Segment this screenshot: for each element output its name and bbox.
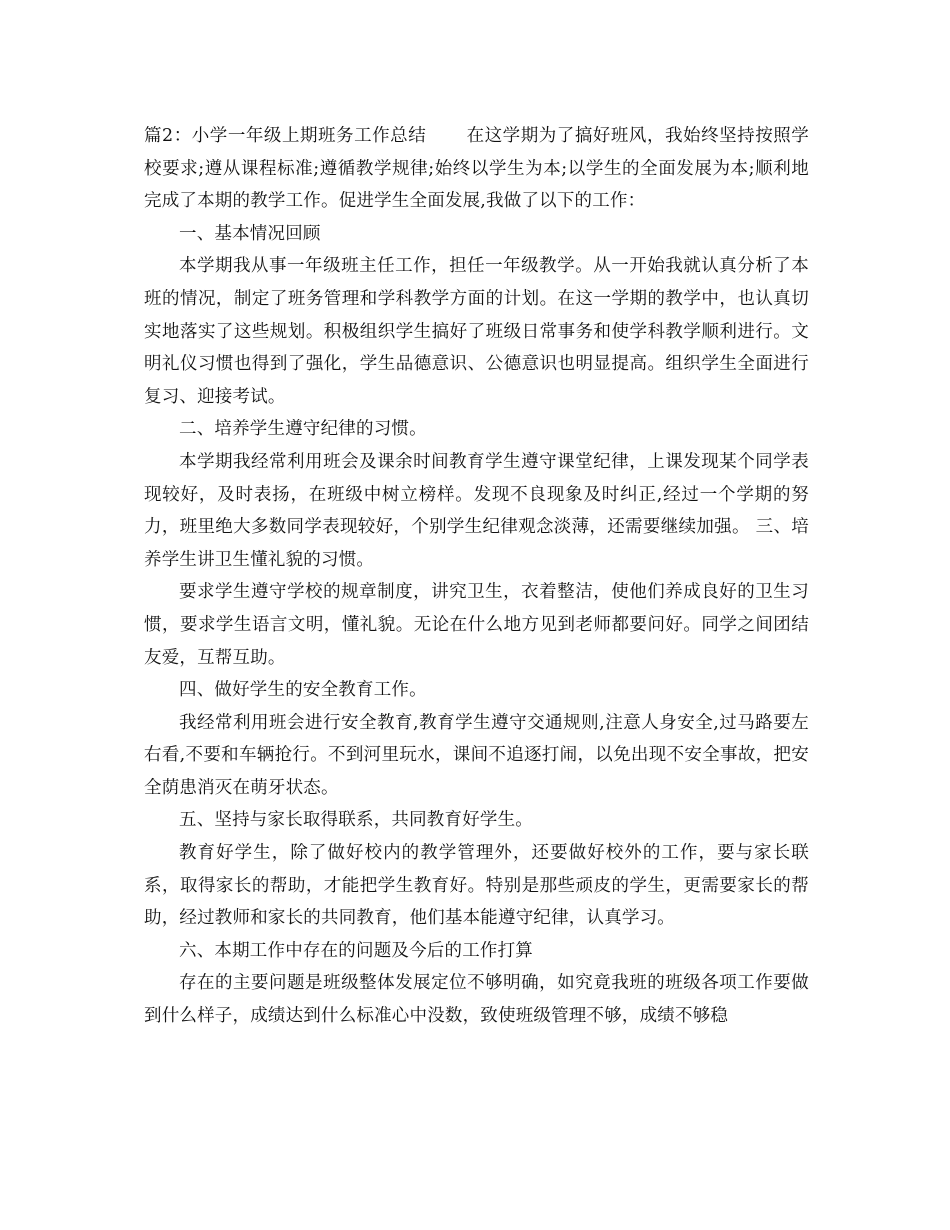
section-body-6: 存在的主要问题是班级整体发展定位不够明确，如究竟我班的班级各项工作要做到什么样子，成绩达到什么标准心中没数，致使班级管理不够，成绩不够稳	[144, 973, 809, 1027]
section-heading-2: 二、培养学生遵守纪律的习惯。	[179, 419, 427, 440]
section-heading-5: 五、坚持与家长取得联系，共同教育好学生。	[179, 810, 533, 831]
section-body-4: 我经常利用班会进行安全教育,教育学生遵守交通规则,注意人身安全,过马路要左右看,不要和车辆抢行。不到河里玩水，课间不追逐打闹，以免出现不安全事故，把安全荫患消灭在萌牙状态。	[144, 712, 809, 798]
section-heading-1: 一、基本情况回顾	[179, 223, 321, 244]
section-body-3: 要求学生遵守学校的规章制度，讲究卫生，衣着整洁，使他们养成良好的卫生习惯，要求学生语言文明，懂礼貌。无论在什么地方见到老师都要问好。同学之间团结友爱，互帮互助。	[144, 582, 809, 668]
intro-paragraph	[144, 120, 809, 218]
section-heading-6: 六、本期工作中存在的问题及今后的工作打算	[179, 940, 533, 961]
section-body-5: 教育好学生，除了做好校内的教学管理外，还要做好校外的工作，要与家长联系，取得家长的帮助，才能把学生教育好。特别是那些顽皮的学生，更需要家长的帮助，经过教师和家长的共同教育，他们基本能遵守纪律，认真学习。	[144, 843, 809, 929]
document-title: 篇2：小学一年级上期班务工作总结	[144, 126, 427, 146]
document-body	[144, 120, 809, 1033]
section-heading-4: 四、做好学生的安全教育工作。	[179, 680, 427, 701]
intro-text: 在这学期为了搞好班风，我始终坚持按照学校要求;遵从课程标准;遵循教学规律;始终以学生为本;以学生的全面发展为本;顺利地完成了本期的教学工作。促进学生全面发展,我做了以下的工作：	[144, 126, 809, 212]
section-body-2: 本学期我经常利用班会及课余时间教育学生遵守课堂纪律，上课发现某个同学表现较好，及时表扬，在班级中树立榜样。发现不良现象及时纠正,经过一个学期的努力，班里绝大多数同学表现较好，个别学生纪律观念淡薄，还需要继续加强。 三、培养学生讲卫生懂礼貌的习惯。	[144, 451, 809, 570]
section-body-1: 本学期我从事一年级班主任工作，担任一年级教学。从一开始我就认真分析了本班的情况，制定了班务管理和学科教学方面的计划。在这一学期的教学中，也认真切实地落实了这些规划。积极组织学生搞好了班级日常事务和使学科教学顺利进行。文明礼仪习惯也得到了强化，学生品德意识、公德意识也明显提高。组织学生全面进行复习、迎接考试。	[144, 256, 809, 407]
